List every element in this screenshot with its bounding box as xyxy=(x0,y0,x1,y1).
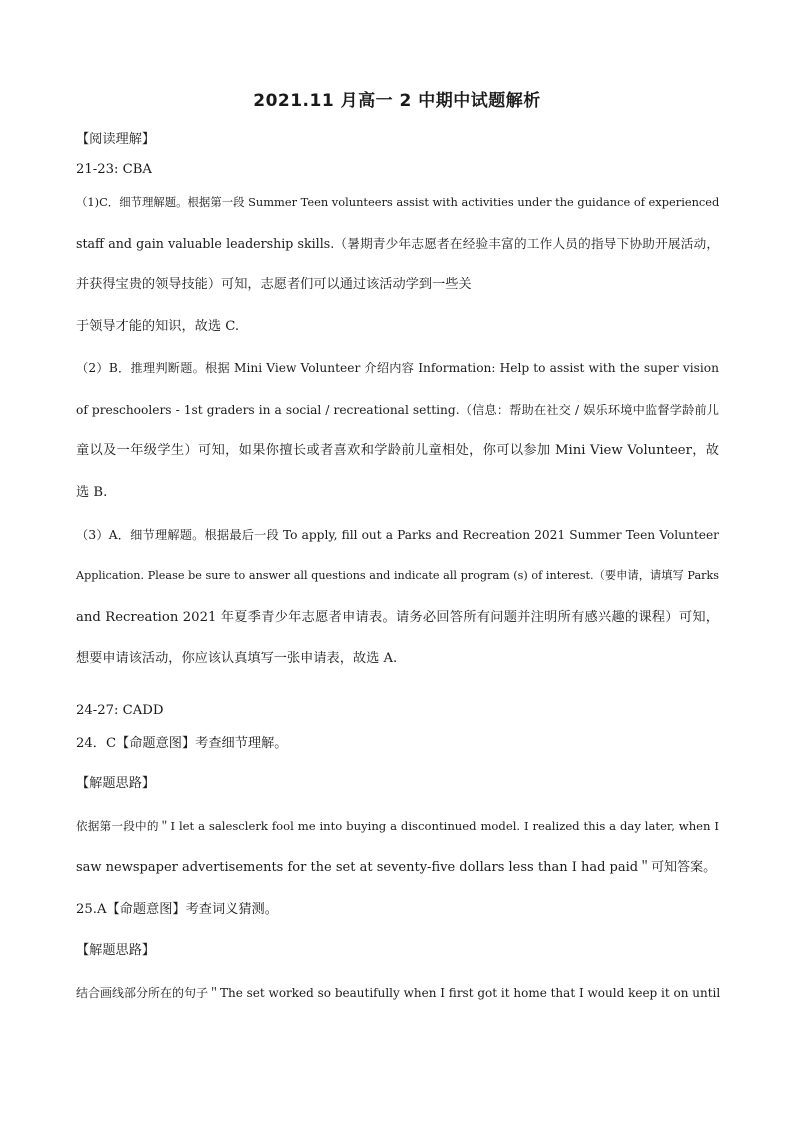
explanation-line: 并获得宝贵的领导技能）可知，志愿者们可以通过该活动学到一些关 xyxy=(76,277,472,292)
explanation-line: and Recreation 2021 年夏季青少年志愿者申请表。请务必回答所有问题并注明所有感兴趣的课程）可知， xyxy=(76,610,719,625)
explanation-line: （2）B．推理判断题。根据 Mini View Volunteer 介绍内容 Information: Help to assist with the super vision xyxy=(76,361,719,375)
explanation-line: （1)C．细节理解题。根据第一段 Summer Teen volunteers assist with activities under the guidance of experienced xyxy=(76,195,720,209)
explanation-line: saw newspaper advertisements for the set at seventy-five dollars less than I had paid＂可知答案。 xyxy=(76,860,717,875)
question-25-heading: 25.A【命题意图】考查词义猜测。 xyxy=(76,902,278,917)
section-heading-reading: 【阅读理解】 xyxy=(76,132,156,147)
explanation-line: 结合画线部分所在的句子＂The set worked so beautifully when I first got it home that I would keep it on until xyxy=(76,986,721,1000)
explanation-line: 依据第一段中的＂I let a salesclerk fool me into buying a discontinued model. I realized this a day later, when I xyxy=(76,819,719,833)
explanation-line: of preschoolers - 1st graders in a social / recreational setting.（信息：帮助在社交 / 娱乐环境中监督学龄前儿 xyxy=(76,403,719,417)
answer-key-24-27: 24-27: CADD xyxy=(76,703,164,718)
solution-idea-heading: 【解题思路】 xyxy=(76,776,156,791)
question-24-heading: 24．C【命题意图】考查细节理解。 xyxy=(76,736,288,751)
explanation-line: 于领导才能的知识，故选 C. xyxy=(76,319,240,334)
explanation-line: 选 B. xyxy=(76,485,108,500)
explanation-line: 想要申请该活动，你应该认真填写一张申请表，故选 A. xyxy=(76,651,398,666)
solution-idea-heading: 【解题思路】 xyxy=(76,943,156,958)
explanation-line: （3）A．细节理解题。根据最后一段 To apply, fill out a Parks and Recreation 2021 Summer Teen Volunteer xyxy=(76,528,719,542)
page-title: 2021.11 月高一 2 中期中试题解析 xyxy=(253,91,541,111)
explanation-line: 童以及一年级学生）可知，如果你擅长或者喜欢和学龄前儿童相处，你可以参加 Mini View Volunteer，故 xyxy=(76,443,719,458)
explanation-line: Application. Please be sure to answer all questions and indicate all program (s) of interest.（要申请，请填写 Parks xyxy=(76,569,719,582)
explanation-line: staff and gain valuable leadership skills.（暑期青少年志愿者在经验丰富的工作人员的指导下协助开展活动， xyxy=(76,236,719,251)
answer-key-21-23: 21-23: CBA xyxy=(76,162,152,177)
